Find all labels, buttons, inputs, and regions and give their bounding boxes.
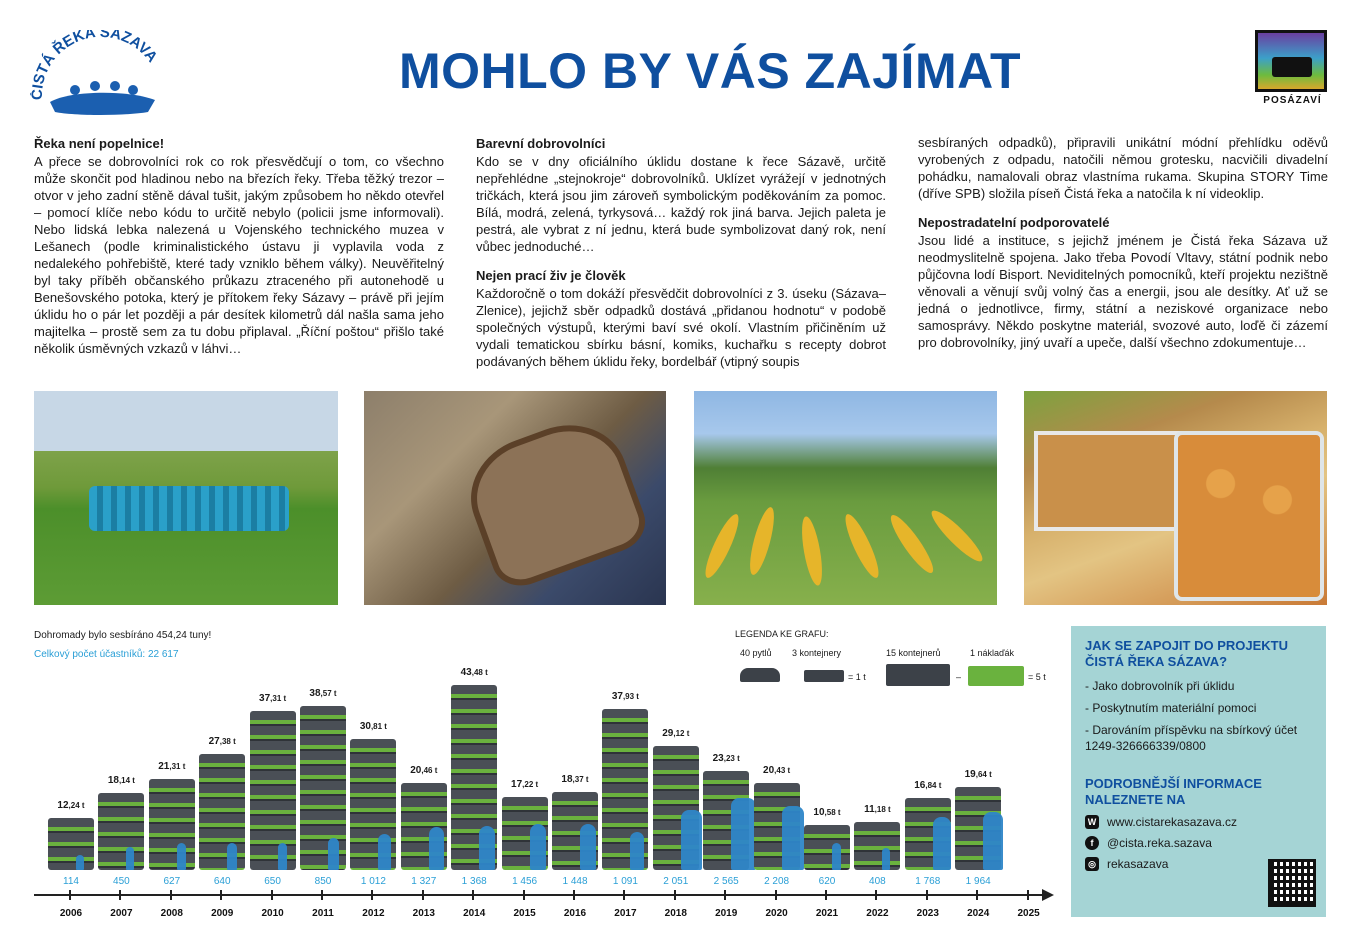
x-axis-tick: [573, 890, 575, 900]
participants-figure: [76, 855, 84, 870]
tons-label: 11,18 t: [864, 804, 891, 816]
way-item: - Jako dobrovolník při úklidu: [1085, 679, 1235, 693]
participants-label: 1 768: [915, 876, 941, 887]
participants-figure: [933, 817, 952, 870]
facebook-handle[interactable]: @cista.reka.sazava: [1107, 836, 1212, 850]
join-title: JAK SE ZAPOJIT DO PROJEKTU ČISTÁ ŘEKA SÁZAVA?: [1085, 638, 1288, 669]
article-body: A přece se dobrovolníci rok co rok přesvědčují o tom, co všechno může skončit pod hladinou nebo na březích řeky. Třeba těžký trezor – otvor v jeho zadní stěně dával tušit, jakým způsobem ho někdo otevřel – pomocí klíče nebo kódu to určitě nebylo (policii jsme informovali). Nebo lidská lebka nalezená u Vojenského technického muzea v Lešanech (podle kriminalistického ústavu ji vyplavila voda z nedalekého pohřebiště, které tady vzniklo během války). Neuvěřitelný byl taky příběh občanského průkazu ztraceného při autonehodě u Benešovského potoka, který je přítokem řeky Sázavy – právě při jejím úklidu ho o pár let později a pár desítek kilometrů dál našla sama jeho majitelka – prostě sem za tu dobu připlaval. „Říční poštou“ přišlo také několik úsměvných vzkazů v láhvi…: [34, 154, 444, 356]
svg-text:ČISTÁ ŘEKA SÁZAVA: ČISTÁ ŘEKA SÁZAVA: [30, 30, 161, 101]
x-axis-tick: [926, 890, 928, 900]
participants-figure: [278, 843, 288, 870]
year-label: 2008: [160, 908, 183, 919]
article-heading: Barevní dobrovolníci: [476, 136, 606, 151]
year-label: 2010: [261, 908, 284, 919]
year-label: 2022: [866, 908, 889, 919]
tons-label: 17,22 t: [511, 778, 539, 790]
article-body: Kdo se v dny oficiálního úklidu dostane k řece Sázavě, určitě nepřehlédne „stejnokroje“ dobrovolníků. Uklízet vyrážejí v jednotných tričkách, která jsou jim zároveň symbolickým poděkováním za pomoc. Bílá, modrá, zelená, tyrkysová… každý rok jiná barva. Jejich paleta je pestrá, ale vybrat z ní jednu, která bude symbolizovat daný rok, není vůbec jednoduché…: [476, 154, 886, 254]
facebook-icon: f: [1085, 836, 1099, 850]
year-label: 2013: [412, 908, 435, 919]
participants-figure: [227, 843, 236, 870]
x-axis-tick: [220, 890, 222, 900]
participants-figure: [681, 810, 702, 870]
legend-truck-label: 1 náklaďák: [970, 648, 1015, 658]
tons-label: 37,93 t: [611, 690, 639, 702]
participants-figure: [429, 827, 444, 870]
participants-figure: [126, 847, 134, 870]
x-axis-tick: [271, 890, 273, 900]
posazavi-logo: POSÁZAVÍ: [1255, 30, 1330, 115]
year-label: 2012: [362, 908, 385, 919]
article-body-continued: sesbíraných odpadků), připravili unikátní módní přehlídku oděvů vyrobených z odpadu, natočili němou grotesku, nacvičili divadelní pohádku, namalovali obraz vlastníma rukama. Skupina STORY Time (dříve SPB) složila píseň Čistá řeka a natočila k ní videoklip.: [918, 135, 1328, 201]
x-axis-tick: [170, 890, 172, 900]
participants-label: 1 964: [965, 876, 991, 887]
participants-figure: [731, 798, 756, 870]
participants-label: 650: [264, 876, 281, 887]
participants-figure: [983, 812, 1003, 870]
tons-bar: [854, 822, 900, 870]
year-label: 2020: [765, 908, 788, 919]
participants-label: 2 565: [713, 876, 739, 887]
photo-volunteers-group: [34, 391, 338, 605]
participants-label: 627: [163, 876, 181, 887]
facebook-link[interactable]: [1085, 836, 1312, 850]
article-heading: Nejen prací živ je člověk: [476, 268, 626, 283]
photo-baked-goods: [1024, 391, 1327, 605]
legend-3-containers-label: 3 kontejnery: [792, 648, 842, 658]
participants-figure: [177, 843, 186, 870]
participants-label: 1 368: [461, 876, 487, 887]
participants-figure: [832, 843, 841, 870]
instagram-handle[interactable]: rekasazava: [1107, 857, 1169, 871]
x-axis-tick: [775, 890, 777, 900]
participants-label: 450: [113, 876, 130, 887]
photo-kayaks-meadow: [694, 391, 997, 605]
x-axis-tick: [1027, 890, 1029, 900]
photo-old-boat-waste: [364, 391, 666, 605]
participants-figure: [630, 832, 643, 870]
participants-label: 640: [213, 876, 231, 887]
year-label: 2009: [211, 908, 234, 919]
participants-figure: [378, 834, 390, 870]
tons-label: 21,31 t: [158, 761, 186, 773]
participants-label: 1 091: [612, 876, 638, 887]
article-heading: Řeka není popelnice!: [34, 136, 165, 151]
web-url[interactable]: www.cistarekasazava.cz: [1107, 815, 1238, 829]
participants-label: 1 448: [562, 876, 588, 887]
tons-label: 18,14 t: [107, 774, 135, 786]
participants-figure: [479, 826, 494, 870]
instagram-icon: ◎: [1085, 857, 1099, 871]
x-axis-tick: [825, 890, 827, 900]
info-title: PODROBNĚJŠÍ INFORMACE NALEZNETE NA: [1085, 776, 1262, 807]
article-column-1: [34, 135, 444, 369]
year-label: 2014: [463, 908, 486, 919]
tons-label: 37,31 t: [259, 693, 287, 705]
tons-label: 20,46 t: [410, 765, 438, 777]
participants-label: 1 456: [512, 876, 538, 887]
participants-label: 1 327: [411, 876, 437, 887]
x-axis-tick: [472, 890, 474, 900]
x-axis-tick: [371, 890, 373, 900]
tons-bar: [804, 825, 850, 870]
x-axis-tick: [69, 890, 71, 900]
article-body: Každoročně o tom dokáží přesvědčit dobrovolníci z 3. úseku (Sázava–Zlenice), jejichž sběr odpadků dostává „přidanou hodnotu“ v podobě společných výstupů, kterými baví své okolí. Vlastním přičiněním už vydali tematickou sbírku básní, komiks, kuchařku s recepty dobrot podávaných během úklidu řeky, bordelbář (vtipný soupis: [476, 286, 886, 369]
year-label: 2025: [1017, 908, 1040, 919]
year-label: 2016: [563, 908, 587, 919]
tons-label: 10,58 t: [813, 807, 841, 819]
tons-label: 16,84 t: [914, 780, 942, 792]
tons-bar: [250, 711, 296, 870]
participants-label: 114: [63, 876, 79, 887]
x-axis-tick: [724, 890, 726, 900]
tons-label: 30,81 t: [359, 721, 387, 733]
participants-label: 408: [869, 876, 886, 887]
year-label: 2007: [110, 908, 133, 919]
x-axis-tick: [523, 890, 525, 900]
x-axis-tick: [422, 890, 424, 900]
participants-label: 850: [314, 876, 332, 887]
tons-bar: [149, 779, 195, 870]
year-label: 2011: [312, 908, 334, 919]
participants-figure: [882, 848, 890, 870]
qr-code-icon[interactable]: [1268, 859, 1316, 907]
legend-15-containers-label: 15 kontejnerů: [886, 648, 941, 658]
x-axis: [34, 894, 1046, 896]
year-label: 2021: [815, 908, 839, 919]
tons-label: 18,37 t: [561, 773, 589, 785]
participants-label: 2 208: [764, 876, 790, 887]
legend-bags-label: 40 pytlů: [740, 648, 772, 658]
ways-list: [1085, 678, 1312, 754]
x-axis-tick: [623, 890, 625, 900]
x-axis-tick: [976, 890, 978, 900]
participants-label: 2 051: [663, 876, 689, 887]
how-to-join-panel: [1071, 626, 1326, 917]
year-label: 2006: [59, 908, 83, 919]
waste-collection-chart: [34, 620, 1064, 920]
web-icon: W: [1085, 815, 1099, 829]
tons-label: 20,43 t: [763, 765, 791, 777]
participants-figure: [328, 838, 339, 870]
tons-bar: [48, 818, 94, 870]
way-item: - Poskytnutím materiální pomoci: [1085, 701, 1257, 715]
participants-figure: [580, 824, 596, 870]
article-heading: Nepostradatelní podporovatelé: [918, 215, 1110, 230]
tons-bar: [98, 793, 144, 870]
year-label: 2019: [715, 908, 738, 919]
page-title: MOHLO BY VÁS ZAJÍMAT: [398, 43, 1022, 99]
participants-label: 620: [818, 876, 836, 887]
legend-title: LEGENDA KE GRAFU:: [735, 629, 829, 639]
x-axis-tick: [674, 890, 676, 900]
participants-figure: [530, 824, 546, 870]
cista-reka-sazava-logo: [30, 30, 170, 120]
legend-eq-1t: = 1 t: [848, 672, 866, 682]
article-column-3: [918, 135, 1328, 363]
tons-label: 27,38 t: [208, 735, 236, 747]
year-label: 2018: [664, 908, 687, 919]
tons-bar: [199, 754, 245, 870]
x-axis-tick: [875, 890, 877, 900]
x-axis-arrow-icon: [1042, 889, 1054, 901]
tons-label: 23,23 t: [712, 753, 740, 765]
article-column-2: [476, 135, 886, 382]
total-collected: Dohromady bylo sesbíráno 454,24 tuny!: [34, 630, 212, 641]
year-label: 2024: [967, 908, 990, 919]
year-label: 2017: [614, 908, 637, 919]
tons-label: 29,12 t: [662, 728, 690, 740]
x-axis-tick: [321, 890, 323, 900]
tons-label: 38,57 t: [309, 688, 337, 700]
participants-label: 1 012: [360, 876, 386, 887]
article-body: Jsou lidé a instituce, s jejichž jménem je Čistá řeka Sázava už neodmyslitelně spojena. Jako třeba Povodí Vltavy, státní podnik nebo půjčovna lodí Bisport. Neviditelných pomocníků, kteří projektu nezištně věnovali a věnují svůj volný čas a energii, jsou ale desítky. Ať už se jedná o jednotlivce, firmy, státní a neziskové organizace nebo samosprávy. Někdo poskytne materiál, svozové auto, loďě či zázemí pro dobrovolníky, jiný uvaří a upeče, další všechno zdokumentuje…: [918, 233, 1328, 350]
tons-label: 43,48 t: [460, 667, 488, 679]
total-participants: Celkový počet účastníků: 22 617: [34, 649, 179, 660]
tons-label: 12,24 t: [57, 799, 85, 811]
tons-label: 19,64 t: [964, 768, 992, 780]
year-label: 2015: [513, 908, 536, 919]
way-item: - Darováním příspěvku na sbírkový účet 1249-326666339/0800: [1085, 723, 1298, 753]
year-label: 2023: [916, 908, 939, 919]
web-link[interactable]: [1085, 815, 1312, 829]
x-axis-tick: [119, 890, 121, 900]
legend-eq-5t: = 5 t: [1028, 672, 1046, 682]
